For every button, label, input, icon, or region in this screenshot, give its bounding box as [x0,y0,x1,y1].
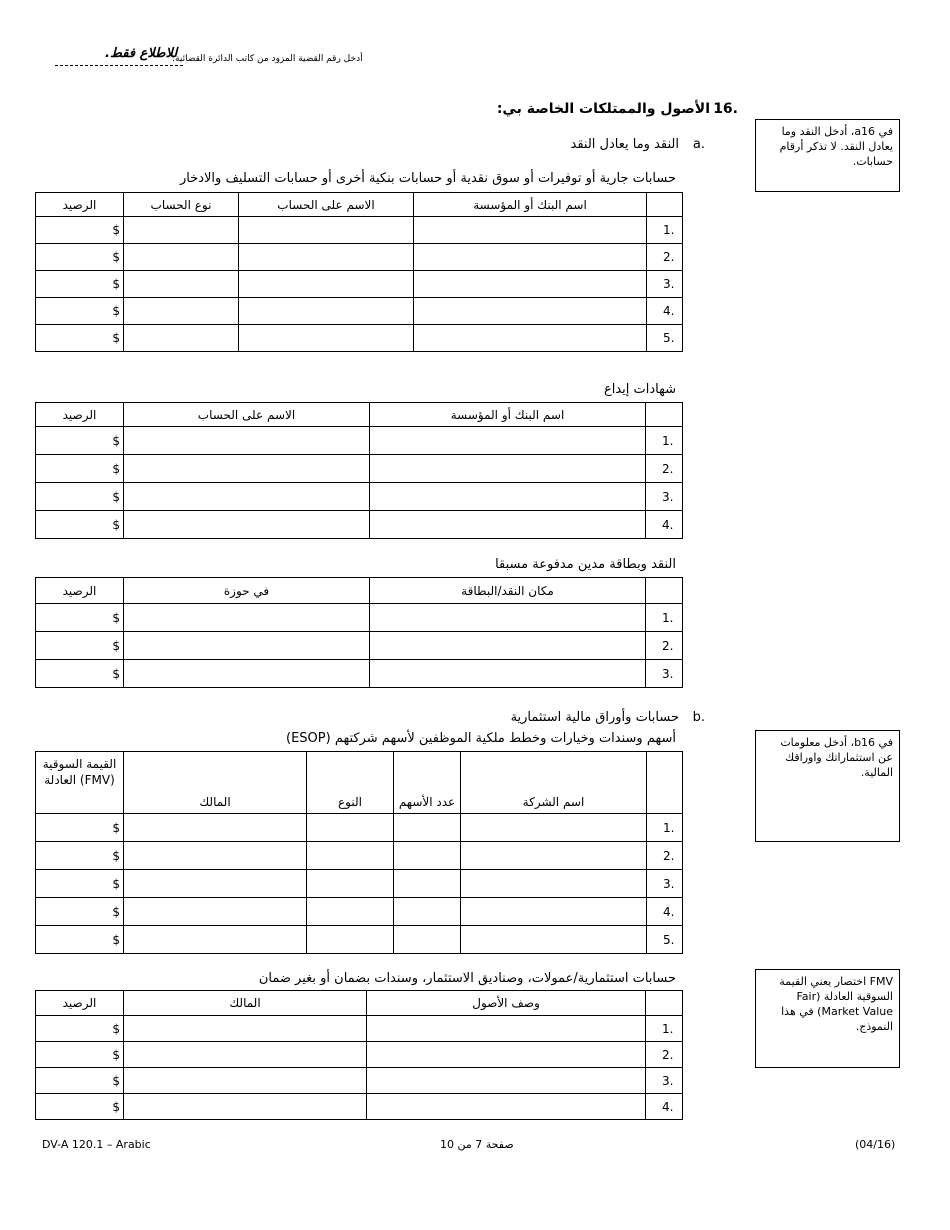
cash-caption: النقد وبطاقة مدين مدفوعة مسبقا [495,557,676,572]
owner-cell[interactable] [124,926,307,954]
owner-cell[interactable] [124,842,307,870]
owner-cell[interactable] [124,1068,367,1094]
row-number: 2. [647,842,683,870]
revision-date: (04/16) [855,1138,896,1151]
header-owner: المالك [124,752,307,814]
part-a-letter: a. [692,137,705,152]
company-cell[interactable] [461,870,647,898]
row-number: 2. [646,455,683,483]
table-row [36,604,683,632]
part-a-note: في a16، أدخل النقد وما يعادل النقد. لا تذكر أرقام حسابات. [755,119,900,192]
row-number: 1. [646,427,683,455]
brokerage-caption: حسابات استثمارية/عمولات، وصناديق الاستثمار، وسندات بضمان أو بغير ضمان [258,971,676,986]
owner-cell[interactable] [124,1016,367,1042]
header-fmv: القيمة السوقية العادلة (FMV) [36,752,124,814]
header-number [646,578,683,604]
asset-description-cell[interactable] [367,1094,646,1120]
bank-name-cell[interactable] [370,427,646,455]
owner-cell[interactable] [124,898,307,926]
cd-caption: شهادات إيداع [603,382,676,397]
fmv-cell[interactable]: $ [36,926,124,954]
balance-cell[interactable]: $ [36,298,124,325]
owner-cell[interactable] [124,1094,367,1120]
header-number [646,991,683,1016]
header-location: مكان النقد/البطاقة [370,578,646,604]
type-cell[interactable] [307,814,394,842]
account-type-cell[interactable] [124,298,239,325]
checking-table [35,192,683,352]
account-type-cell[interactable] [124,244,239,271]
balance-cell[interactable]: $ [36,1068,124,1094]
shares-cell[interactable] [394,842,461,870]
shares-cell[interactable] [394,814,461,842]
header-number [647,193,683,217]
bank-name-cell[interactable] [414,217,647,244]
row-number: 3. [646,660,683,688]
header-balance: الرصيد [36,991,124,1016]
brokerage-table [35,990,683,1120]
table-header-row [36,991,683,1016]
fmv-cell[interactable]: $ [36,870,124,898]
balance-cell[interactable]: $ [36,632,124,660]
account-type-cell[interactable] [124,325,239,352]
row-number: 4. [646,1094,683,1120]
table-row [36,217,683,244]
fmv-cell[interactable]: $ [36,842,124,870]
row-number: 5. [647,926,683,954]
row-number: 3. [647,870,683,898]
table-row [36,455,683,483]
balance-cell[interactable]: $ [36,271,124,298]
type-cell[interactable] [307,842,394,870]
case-number-label: أدخل رقم القضية المزود من كاتب الدائرة القضائية: [172,54,363,64]
company-cell[interactable] [461,814,647,842]
row-number: 3. [647,271,683,298]
table-row [36,814,683,842]
location-cell[interactable] [370,660,646,688]
name-on-account-cell[interactable] [124,455,370,483]
location-cell[interactable] [370,604,646,632]
header-owner: المالك [124,991,367,1016]
name-on-account-cell[interactable] [239,217,414,244]
header-in-possession: في حوزة [124,578,370,604]
name-on-account-cell[interactable] [239,271,414,298]
name-on-account-cell[interactable] [239,298,414,325]
table-header-row [36,752,683,814]
table-row [36,1068,683,1094]
owner-cell[interactable] [124,870,307,898]
fmv-cell[interactable]: $ [36,814,124,842]
bank-name-cell[interactable] [370,455,646,483]
balance-cell[interactable]: $ [36,217,124,244]
name-on-account-cell[interactable] [124,511,370,539]
table-row [36,842,683,870]
header-bank-name: اسم البنك أو المؤسسة [414,193,647,217]
cd-table [35,402,683,539]
location-cell[interactable] [370,632,646,660]
row-number: 1. [646,604,683,632]
table-row [36,244,683,271]
header-balance: الرصيد [36,193,124,217]
table-row [36,271,683,298]
name-on-account-cell[interactable] [124,427,370,455]
bank-name-cell[interactable] [414,325,647,352]
part-b-note: في b16، أدخل معلومات عن استثماراتك واوراقك المالية. [755,730,900,842]
header-account-type: نوع الحساب [124,193,239,217]
asset-description-cell[interactable] [367,1016,646,1042]
owner-cell[interactable] [124,814,307,842]
table-row [36,660,683,688]
bank-name-cell[interactable] [414,298,647,325]
row-number: 5. [647,325,683,352]
fmv-cell[interactable]: $ [36,898,124,926]
in-possession-cell[interactable] [124,604,370,632]
row-number: 1. [647,814,683,842]
row-number: 4. [647,898,683,926]
table-header-row [36,578,683,604]
fmv-note: FMV اختصار يعني القيمة السوقية العادلة (Fair Market Value) في هذا النموذج. [755,969,900,1068]
balance-cell[interactable]: $ [36,1042,124,1068]
asset-description-cell[interactable] [367,1042,646,1068]
balance-cell[interactable]: $ [36,1016,124,1042]
asset-description-cell[interactable] [367,1068,646,1094]
balance-cell[interactable]: $ [36,1094,124,1120]
balance-cell[interactable]: $ [36,660,124,688]
owner-cell[interactable] [124,1042,367,1068]
table-row [36,632,683,660]
table-row [36,325,683,352]
table-header-row [36,403,683,427]
checking-caption: حسابات جارية أو توفيرات أو سوق نقدية أو حسابات بنكية أخرى أو حسابات التسليف والادخار [179,171,676,186]
header-number [646,403,683,427]
company-cell[interactable] [461,842,647,870]
balance-cell[interactable]: $ [36,427,124,455]
part-a-title: النقد وما يعادل النقد [570,137,679,152]
table-row [36,926,683,954]
table-row [36,298,683,325]
company-cell[interactable] [461,898,647,926]
name-on-account-cell[interactable] [239,325,414,352]
bank-name-cell[interactable] [370,511,646,539]
table-row [36,1094,683,1120]
shares-cell[interactable] [394,898,461,926]
shares-cell[interactable] [394,926,461,954]
page-number: صفحة 7 من 10 [440,1138,514,1151]
name-on-account-cell[interactable] [239,244,414,271]
type-cell[interactable] [307,898,394,926]
reference-only-label: للاطلاع فقط. [105,46,178,61]
table-row [36,870,683,898]
balance-cell[interactable]: $ [36,244,124,271]
in-possession-cell[interactable] [124,660,370,688]
balance-cell[interactable]: $ [36,483,124,511]
balance-cell[interactable]: $ [36,455,124,483]
table-header-row [36,193,683,217]
header-type: النوع [307,752,394,814]
header-balance: الرصيد [36,403,124,427]
header-shares: عدد الأسهم [394,752,461,814]
bank-name-cell[interactable] [414,244,647,271]
table-row [36,898,683,926]
header-name-on-account: الاسم على الحساب [239,193,414,217]
in-possession-cell[interactable] [124,632,370,660]
row-number: 1. [647,217,683,244]
balance-cell[interactable]: $ [36,325,124,352]
header-name-on-account: الاسم على الحساب [124,403,370,427]
row-number: 3. [646,483,683,511]
cash-table [35,577,683,688]
table-row [36,1042,683,1068]
header-company: اسم الشركة [461,752,647,814]
row-number: 1. [646,1016,683,1042]
row-number: 4. [646,511,683,539]
table-row [36,483,683,511]
row-number: 3. [646,1068,683,1094]
row-number: 2. [647,244,683,271]
name-on-account-cell[interactable] [124,483,370,511]
shares-cell[interactable] [394,870,461,898]
header-bank-name: اسم البنك أو المؤسسة [370,403,646,427]
section-title-text: الأصول والممتلكات الخاصة بي: [496,101,710,117]
row-number: 4. [647,298,683,325]
type-cell[interactable] [307,926,394,954]
type-cell[interactable] [307,870,394,898]
table-row [36,427,683,455]
header-balance: الرصيد [36,578,124,604]
row-number: 2. [646,632,683,660]
part-b-letter: b. [692,710,705,725]
section-number: 16. [713,101,738,117]
bank-name-cell[interactable] [370,483,646,511]
balance-cell[interactable]: $ [36,511,124,539]
header-asset-description: وصف الأصول [367,991,646,1016]
account-type-cell[interactable] [124,271,239,298]
company-cell[interactable] [461,926,647,954]
bank-name-cell[interactable] [414,271,647,298]
row-number: 2. [646,1042,683,1068]
header-number [647,752,683,814]
form-id: DV-A 120.1 – Arabic [42,1138,151,1151]
stocks-caption: أسهم وسندات وخيارات وخطط ملكية الموظفين لأسهم شركتهم (ESOP) [286,731,676,746]
table-row [36,511,683,539]
account-type-cell[interactable] [124,217,239,244]
stocks-table [35,751,683,954]
part-b-title: حسابات وأوراق مالية استثمارية [510,710,679,725]
balance-cell[interactable]: $ [36,604,124,632]
table-row [36,1016,683,1042]
